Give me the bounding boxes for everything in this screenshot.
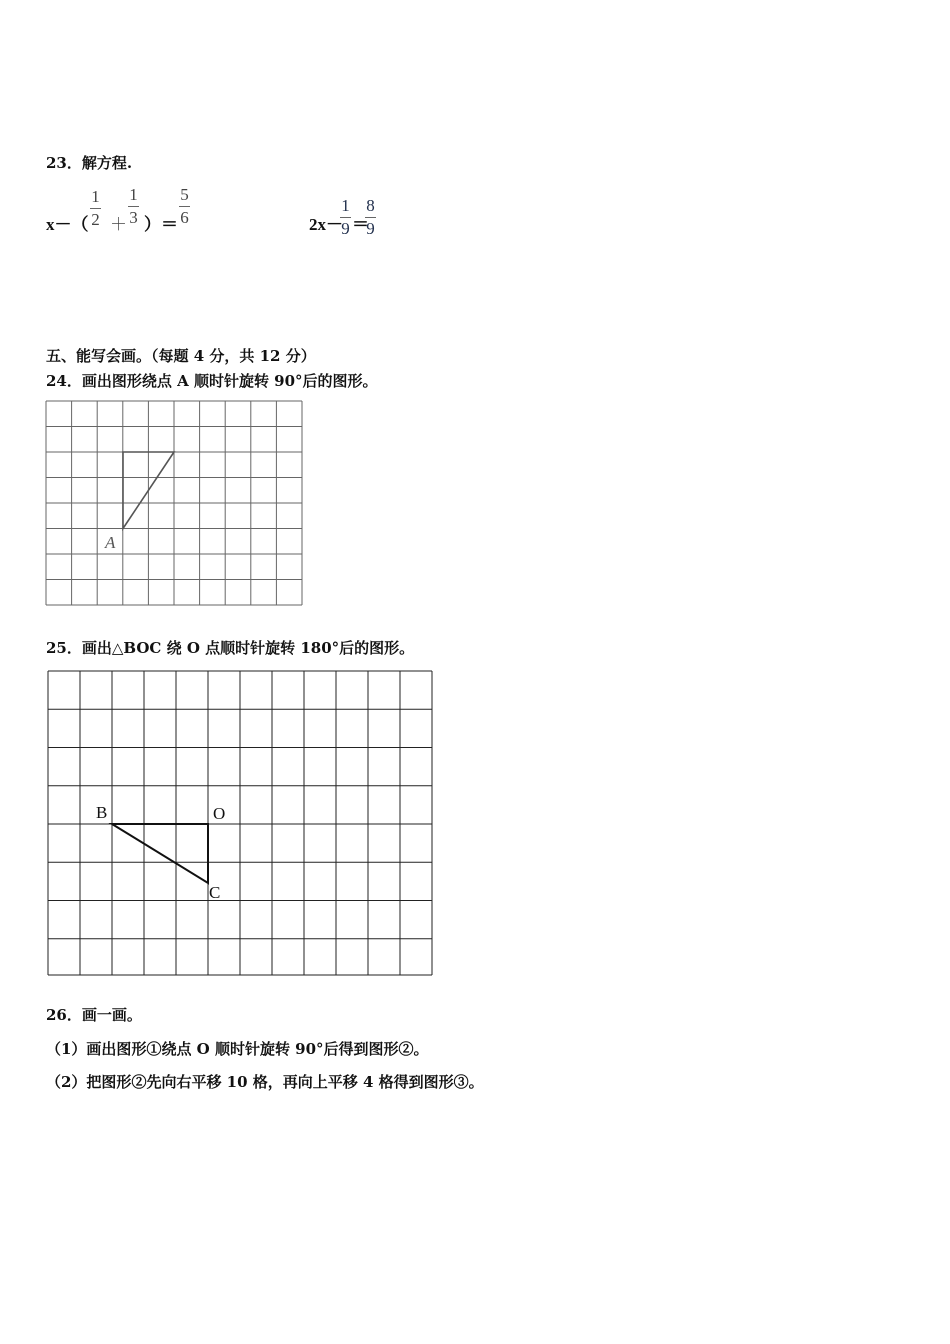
- fraction-denominator: 9: [341, 219, 350, 238]
- fraction-numerator: 1: [129, 185, 138, 204]
- fraction-bar: [340, 217, 351, 218]
- fraction-bar: [179, 206, 190, 207]
- fraction-numerator: 5: [180, 185, 189, 204]
- q25-triangle-boc: [112, 824, 208, 883]
- q25-label-b: B: [96, 803, 108, 822]
- eq1-fraction-1: [90, 188, 101, 229]
- q24-title: 24．画出图形绕点 A 顺时针旋转 90°后的图形。: [46, 372, 378, 390]
- q24-grid: [46, 401, 302, 605]
- q25-grid-figure: [46, 669, 436, 979]
- eq2-equals: ＝: [352, 215, 369, 234]
- q25-grid: [48, 671, 432, 975]
- eq1-plus: ＋: [110, 215, 127, 234]
- q26-title: 26．画一画。: [46, 1006, 142, 1024]
- eq2-lhs: 2x－: [309, 215, 343, 234]
- eq1-lhs: x－（: [46, 215, 89, 234]
- q24-point-a-label: A: [105, 533, 116, 552]
- q25-label-o: O: [213, 804, 226, 823]
- eq2-fraction-2: [365, 197, 376, 238]
- q24-grid-figure: [44, 399, 308, 609]
- q26-sub1: （1）画出图形①绕点 O 顺时针旋转 90°后得到图形②。: [46, 1040, 429, 1058]
- fraction-denominator: 6: [180, 208, 189, 227]
- fraction-denominator: 2: [91, 210, 100, 229]
- q25-title: 25．画出△BOC 绕 O 点顺时针旋转 180°后的图形。: [46, 639, 415, 657]
- fraction-numerator: 1: [91, 187, 100, 206]
- fraction-numerator: 8: [366, 196, 375, 215]
- eq1-rparen-equals: ）＝: [144, 215, 178, 234]
- section5-title: 五、能写会画。（每题 4 分，共 12 分）: [46, 347, 316, 365]
- fraction-bar: [90, 208, 101, 209]
- eq1-fraction-3: [179, 186, 190, 227]
- fraction-denominator: 3: [129, 208, 138, 227]
- q26-sub2: （2）把图形②先向右平移 10 格，再向上平移 4 格得到图形③。: [46, 1073, 484, 1091]
- fraction-bar: [365, 217, 376, 218]
- q23-title: 23．解方程.: [46, 154, 133, 172]
- eq1-fraction-2: [128, 186, 139, 227]
- fraction-denominator: 9: [366, 219, 375, 238]
- fraction-bar: [128, 206, 139, 207]
- eq2-fraction-1: [340, 197, 351, 238]
- q25-label-c: C: [209, 883, 221, 902]
- fraction-numerator: 1: [341, 196, 350, 215]
